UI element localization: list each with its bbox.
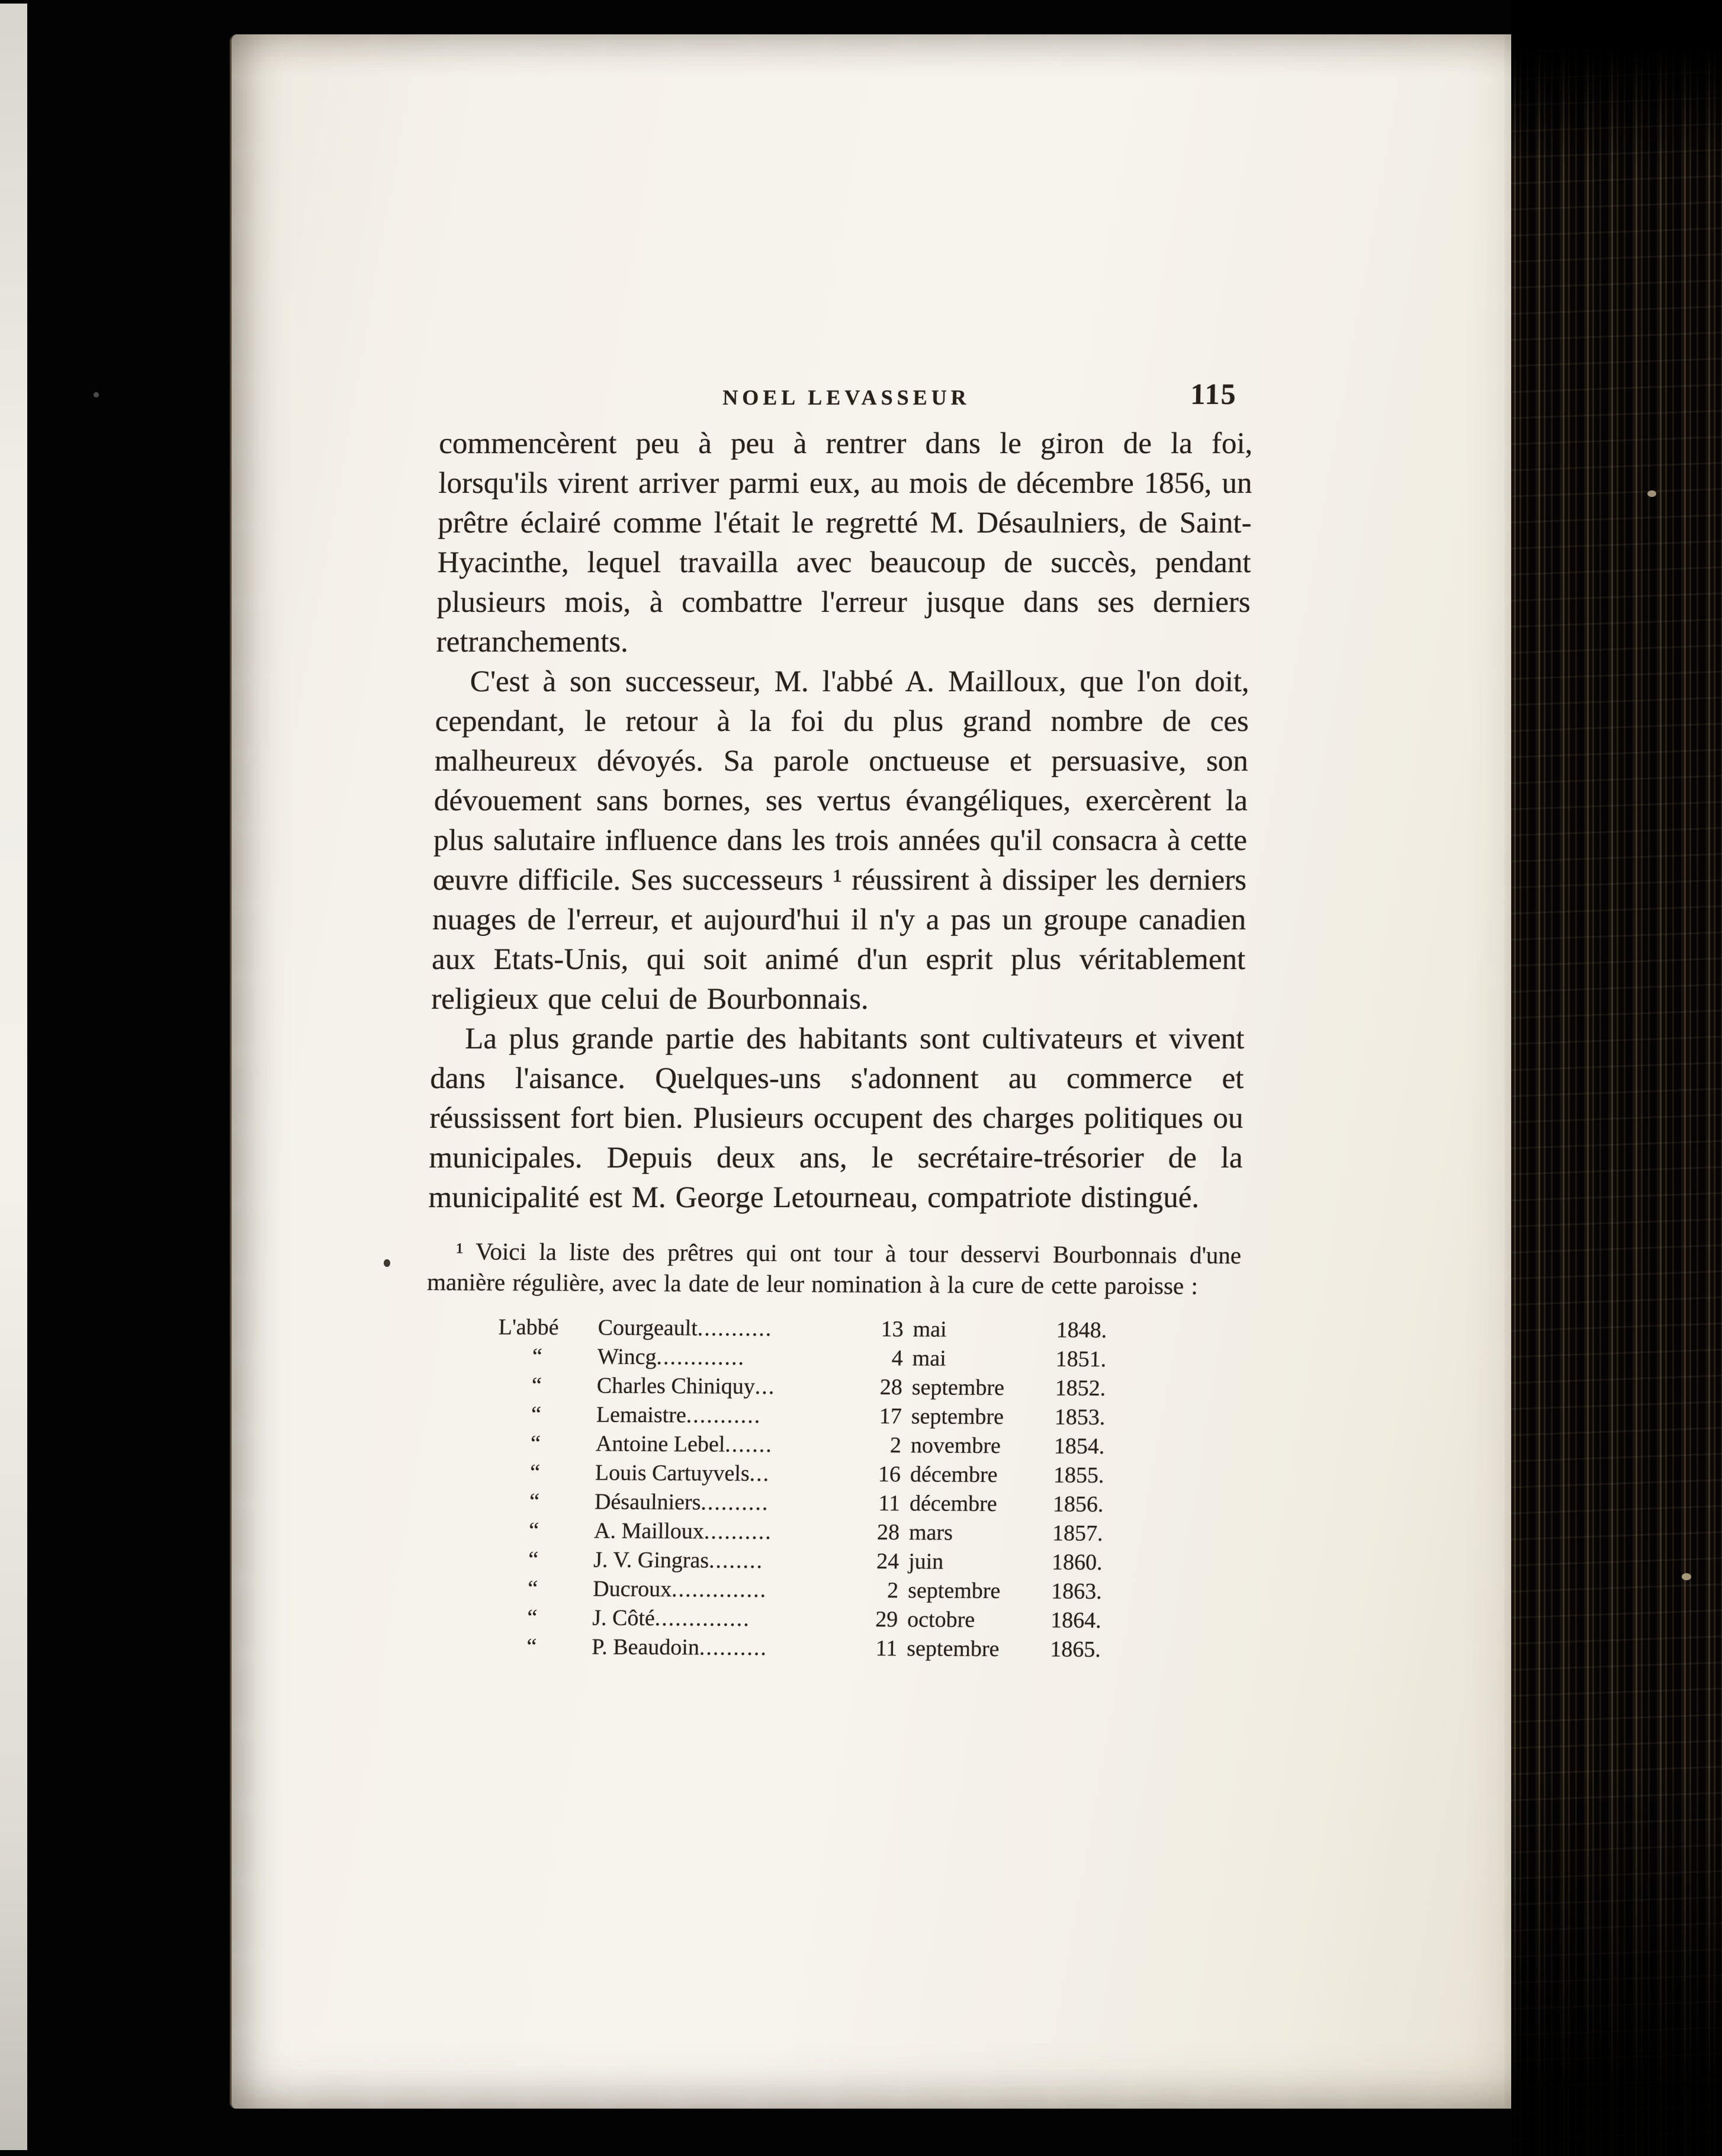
scanner-left-page-sliver [0, 4, 27, 2150]
priest-title: “ [526, 1634, 537, 1660]
leader-dots: ... [749, 1461, 770, 1487]
priest-name: P. Beaudoin [591, 1634, 700, 1660]
priest-list-row [496, 1400, 1127, 1433]
priest-month: septembre [911, 1404, 1004, 1430]
body-copy [428, 424, 1253, 1218]
priest-name: Courgeault [597, 1315, 698, 1341]
dust-speck [94, 392, 99, 397]
priest-name: Wincg [597, 1344, 657, 1370]
priest-name-cell [595, 1488, 863, 1518]
dust-speck [1647, 490, 1656, 497]
priest-day: 2 [889, 1433, 902, 1458]
priest-year: 1860. [1051, 1549, 1103, 1576]
priest-year: 1848. [1056, 1317, 1107, 1343]
leader-dots: .......... [699, 1635, 768, 1661]
priest-day: 4 [891, 1346, 904, 1371]
priest-name-cell [593, 1546, 862, 1576]
priest-year: 1857. [1052, 1520, 1103, 1547]
priest-day: 28 [876, 1520, 900, 1545]
body-paragraph-1: commencèrent peu à peu à rentrer dans le giron de la foi, lorsqu'ils virent arriver parmi eux, au mois de décembre 1856, un prêtre éclairé comme l'était le regretté M. Désaulniers, de Saint-Hyacinthe, lequel travailla avec beaucoup de succès, pendant plusieurs mois, à combattre l'erreur jusque dans ses derniers retranchements. [436, 427, 1253, 659]
priest-list-row [494, 1545, 1125, 1578]
priest-year: 1856. [1052, 1491, 1104, 1517]
priest-title: “ [532, 1343, 543, 1369]
footnote [420, 1236, 1242, 1665]
leader-dots: .............. [654, 1606, 751, 1631]
priest-list-row [493, 1603, 1123, 1636]
priest-day: 2 [886, 1578, 899, 1603]
printed-text-block [422, 376, 1254, 1661]
body-paragraph-3: La plus grande partie des habitants sont cultivateurs et vivent dans l'aisance. Quelques-uns s'adonnent au commerce et réussissent fort bien. Plusieurs occupent des charges politiques ou municipales. Depuis deux ans, le secrétaire-trésorier de la municipalité est M. George Letourneau, compatriote distingué. [428, 1022, 1245, 1214]
priest-day: 11 [875, 1636, 898, 1661]
priest-month: décembre [909, 1491, 998, 1517]
priest-year: 1851. [1055, 1346, 1107, 1372]
priest-day: 28 [879, 1375, 903, 1400]
priest-name: Louis Cartuyvels [595, 1460, 750, 1486]
priest-list-row [496, 1458, 1126, 1491]
priest-year: 1855. [1053, 1462, 1104, 1488]
priest-month: novembre [910, 1433, 1001, 1459]
priest-title: “ [529, 1459, 541, 1486]
priest-list [492, 1313, 1240, 1666]
leader-dots: .......... [703, 1519, 773, 1545]
leader-dots: .......... [701, 1490, 769, 1516]
priest-list-row [497, 1371, 1127, 1404]
leader-dots: ........ [708, 1548, 764, 1574]
priest-title: “ [529, 1488, 540, 1515]
priest-month: septembre [911, 1375, 1005, 1401]
priest-name: Désaulniers [594, 1489, 701, 1515]
priest-title: “ [531, 1372, 542, 1398]
priest-year: 1853. [1054, 1404, 1106, 1430]
priest-day: 29 [875, 1607, 898, 1632]
leader-dots: ........... [697, 1316, 773, 1342]
priest-list-row [495, 1487, 1126, 1520]
page-header [439, 376, 1254, 413]
priest-name-cell [595, 1459, 863, 1489]
priest-title: “ [528, 1547, 539, 1573]
leader-dots: ........... [686, 1403, 762, 1428]
priest-name-cell [596, 1430, 864, 1460]
priest-name-cell [594, 1517, 862, 1547]
ink-speck [384, 1259, 390, 1267]
leader-dots: ............. [656, 1345, 746, 1370]
priest-list-row [494, 1516, 1125, 1549]
priest-name: Antoine Lebel [595, 1431, 725, 1457]
page-number: 115 [1190, 377, 1237, 410]
priest-list-row [492, 1632, 1123, 1665]
priest-title: L'abbé [498, 1314, 559, 1340]
priest-month: mai [912, 1346, 947, 1371]
priest-list-row [498, 1313, 1129, 1346]
priest-name: J. V. Gingras [593, 1547, 709, 1573]
priest-day: 13 [881, 1317, 904, 1342]
priest-title: “ [527, 1576, 538, 1602]
priest-list-row [496, 1429, 1127, 1462]
body-paragraph-2: C'est à son successeur, M. l'abbé A. Mailloux, que l'on doit, cependant, le retour à la foi du plus grand nombre de ces malheureux dévoyés. Sa parole onctueuse et persuasive, son dévouement sans bornes, ses vertus évangéliques, exercèrent la plus salutaire influence dans les trois années qu'il consacra à cette œuvre difficile. Ses successeurs ¹ réussirent à dissiper les derniers nuages de l'erreur, et aujourd'hui il n'y a pas un groupe canadien aux Etats-Unis, qui soit animé d'un esprit plus véritablement religieux que celui de Bourbonnais. [430, 665, 1250, 1016]
leader-dots: ... [754, 1374, 776, 1400]
priest-name-cell [596, 1401, 864, 1431]
book-fore-edge [1511, 0, 1722, 2156]
priest-month: octobre [907, 1607, 975, 1632]
priest-year: 1854. [1053, 1433, 1105, 1459]
priest-name-cell [596, 1372, 865, 1402]
priest-year: 1865. [1049, 1637, 1101, 1663]
priest-month: juin [908, 1549, 944, 1574]
leader-dots: .............. [671, 1577, 767, 1603]
priest-year: 1852. [1055, 1375, 1106, 1401]
priest-name: J. Côté [592, 1605, 656, 1631]
priest-day: 11 [878, 1491, 901, 1516]
priest-title: “ [528, 1517, 539, 1544]
priest-name: Charles Chiniquy [596, 1373, 756, 1399]
leader-dots: ....... [724, 1432, 773, 1458]
priest-list-row [493, 1574, 1124, 1607]
priest-list-row [497, 1342, 1128, 1375]
priest-name-cell [597, 1343, 865, 1373]
priest-name-cell [597, 1314, 866, 1344]
priest-title: “ [530, 1430, 541, 1456]
priest-month: décembre [910, 1462, 998, 1488]
running-header-title: NOEL LEVASSEUR [722, 386, 971, 409]
priest-name-cell [592, 1604, 860, 1634]
priest-month: mai [913, 1317, 947, 1342]
priest-month: septembre [906, 1636, 1000, 1662]
priest-name: Lemaistre [596, 1402, 687, 1428]
priest-name-cell [593, 1575, 861, 1605]
priest-day: 17 [879, 1404, 902, 1429]
dust-speck [1682, 1573, 1691, 1580]
priest-year: 1863. [1050, 1578, 1103, 1605]
priest-year: 1864. [1050, 1608, 1102, 1634]
priest-day: 24 [876, 1549, 899, 1574]
priest-month: mars [908, 1520, 953, 1545]
priest-name: A. Mailloux [593, 1518, 705, 1544]
priest-day: 16 [878, 1462, 901, 1487]
priest-month: septembre [907, 1578, 1001, 1604]
priest-name: Ducroux [592, 1576, 672, 1602]
priest-name-cell [592, 1633, 860, 1663]
footnote-intro: ¹ Voici la liste des prêtres qui ont tour à tour desservi Bourbonnais d'une manière régulière, avec la date de leur nomination à la cure de cette paroisse : [426, 1237, 1242, 1300]
priest-title: “ [526, 1605, 538, 1631]
priest-title: “ [531, 1401, 542, 1427]
